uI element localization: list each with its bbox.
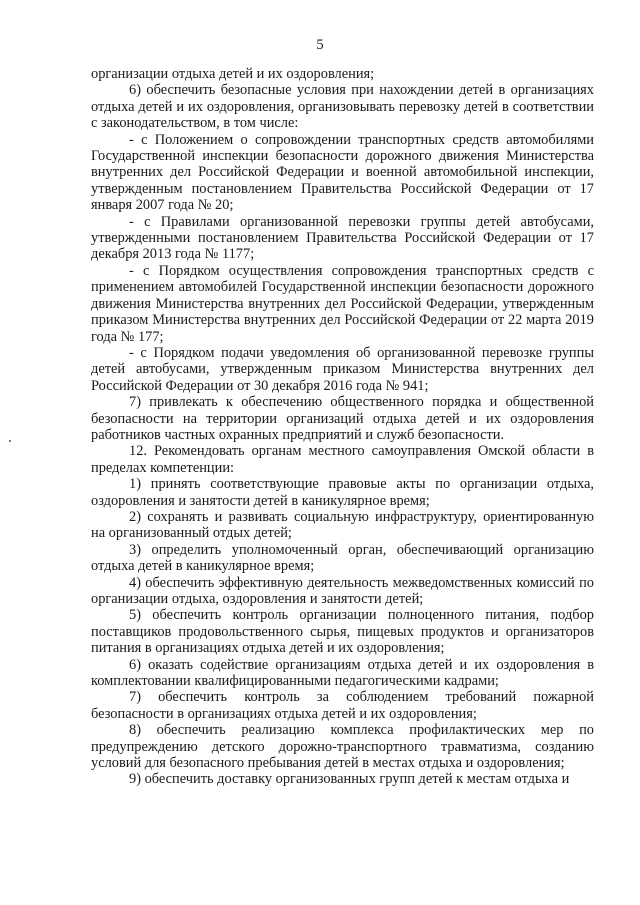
page-number: 5 — [316, 37, 324, 53]
paragraph: - с Порядком подачи уведомления об организованной перевозке группы детей автобусами, утвержденным приказом Министерства внутренних дел Российской Федерации от 30 декабря 2016 года № 941; — [91, 344, 594, 394]
paragraph: 12. Рекомендовать органам местного самоуправления Омской области в пределах компетенции: — [91, 443, 594, 476]
paragraph: 5) обеспечить контроль организации полноценного питания, подбор поставщиков продовольственного сырья, пищевых продуктов и организаторов питания в организациях отдыха детей и их оздоровления; — [91, 607, 594, 657]
paragraph: - с Порядком осуществления сопровождения транспортных средств с применением автомобилей Государственной инспекции безопасности дорожного движения Министерства внутренних дел Российской Федерации, утвержденным приказом Министерства внутренних дел Российской Федерации от 22 марта 2019 года № 177; — [91, 262, 594, 345]
paragraph: - с Положением о сопровождении транспортных средств автомобилями Государственной инспекции безопасности дорожного движения Министерства внутренних дел Российской Федерации и военной автомобильной инспекции, утвержденным постановлением Правительства Российской Федерации от 17 января 2007 года № 20; — [91, 131, 594, 214]
paragraph: 3) определить уполномоченный орган, обеспечивающий организацию отдыха детей в каникулярное время; — [91, 541, 594, 575]
paragraph: 2) сохранять и развивать социальную инфраструктуру, ориентированную на организованный отдых детей; — [91, 508, 594, 542]
paragraph: 4) обеспечить эффективную деятельность межведомственных комиссий по организации отдыха, оздоровления и занятости детей; — [91, 574, 594, 607]
paragraph: 8) обеспечить реализацию комплекса профилактических мер по предупреждению детского дорожно-транспортного травматизма, созданию условий для безопасного пребывания детей в местах отдыха и оздоровления; — [91, 722, 594, 772]
document-body — [91, 66, 594, 788]
paragraph: 1) принять соответствующие правовые акты по организации отдыха, оздоровления и занятости детей в каникулярное время; — [91, 476, 594, 509]
paragraph: 6) оказать содействие организациям отдыха детей и их оздоровления в комплектовании квалифицированными педагогическими кадрами; — [91, 656, 594, 690]
paragraph: - с Правилами организованной перевозки группы детей автобусами, утвержденными постановлением Правительства Российской Федерации от 17 декабря 2013 года № 1177; — [91, 213, 594, 263]
paragraph: 6) обеспечить безопасные условия при нахождении детей в организациях отдыха детей и их оздоровления, организовывать перевозку детей в соответствии с законодательством, в том числе: — [91, 82, 594, 132]
paragraph: 9) обеспечить доставку организованных групп детей к местам отдыха и — [129, 771, 570, 788]
paragraph: 7) обеспечить контроль за соблюдением требований пожарной безопасности в организациях отдыха детей и их оздоровления; — [91, 689, 594, 722]
margin-mark — [9, 440, 11, 442]
paragraph: 7) привлекать к обеспечению общественного порядка и общественной безопасности на территории организаций отдыха детей и их оздоровления работников частных охранных предприятий и служб безопасности. — [91, 394, 594, 443]
paragraph: организации отдыха детей и их оздоровления; — [91, 66, 375, 82]
